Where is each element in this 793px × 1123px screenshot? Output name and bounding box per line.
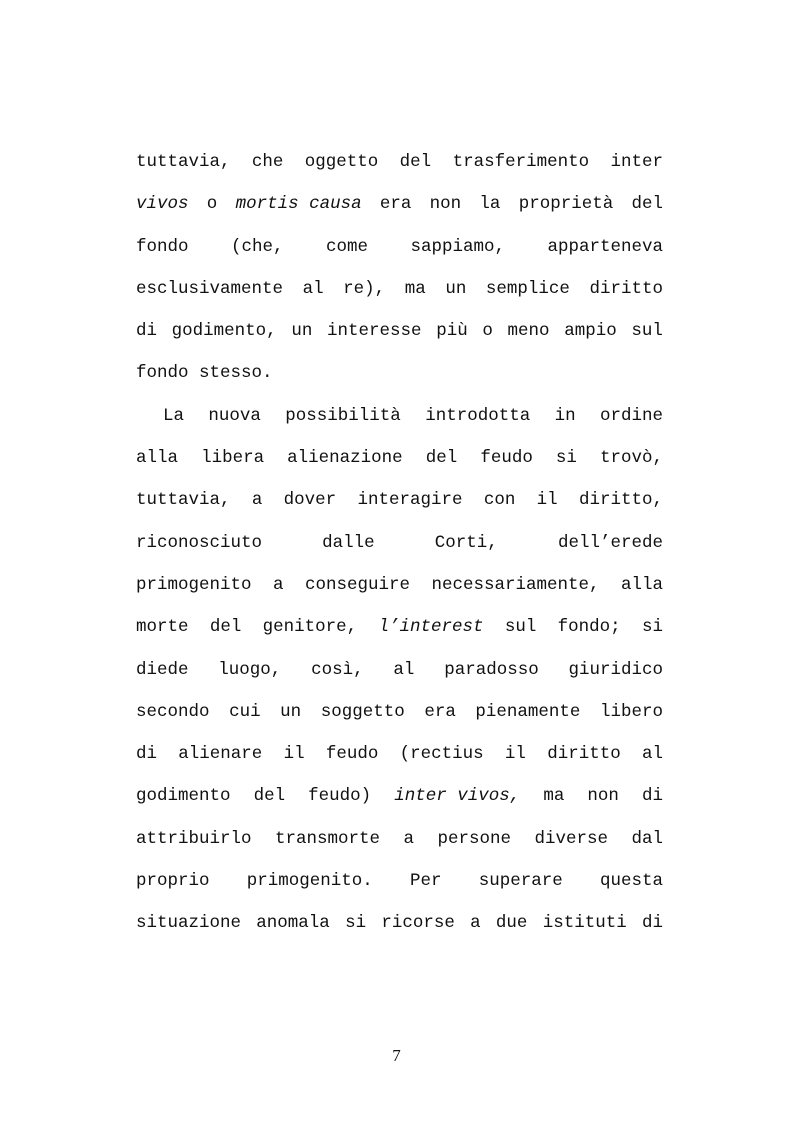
text-line (136, 310, 663, 352)
word: del (253, 786, 286, 807)
word: dell’erede (557, 532, 663, 553)
word: o (482, 321, 493, 342)
word: di (136, 321, 158, 342)
word: in (554, 405, 576, 426)
word: tuttavia, (136, 490, 231, 511)
page-number: 7 (392, 1046, 401, 1065)
word: di (641, 786, 663, 807)
word: paradosso (444, 659, 539, 680)
text-line (136, 649, 663, 691)
italic-word: l’interest (378, 617, 484, 638)
word: ma (404, 278, 426, 299)
word: diede (136, 659, 189, 680)
word: soggetto (320, 701, 405, 722)
text-line (136, 860, 663, 902)
word: godimento, (171, 321, 277, 342)
word: apparteneva (547, 236, 663, 257)
word: alla (620, 574, 663, 595)
word: secondo (136, 701, 210, 722)
word: dal (631, 828, 663, 849)
text-line (136, 268, 663, 310)
word: dover (283, 490, 337, 511)
word: oggetto (304, 152, 379, 172)
text-line (136, 522, 663, 564)
word: attribuirlo (136, 828, 252, 849)
word: proprietà (518, 194, 614, 215)
word: così, (311, 659, 364, 680)
text-line (136, 691, 663, 733)
word: ma (543, 786, 565, 807)
word: o (206, 194, 218, 215)
word: trovò, (599, 448, 663, 469)
word: genitore, (262, 617, 358, 638)
word: nuova (208, 405, 261, 426)
word: al (641, 744, 663, 765)
word: al (302, 278, 324, 299)
word: questa (599, 871, 663, 892)
word: un (291, 321, 313, 342)
text-line (136, 437, 663, 479)
word: sul (631, 321, 663, 342)
word: primogenito. (246, 871, 373, 892)
word: la (479, 194, 501, 215)
word: si (641, 617, 663, 638)
word: conseguire (304, 574, 411, 595)
word: luogo, (218, 659, 282, 680)
word: al (393, 659, 415, 680)
word: La (163, 405, 185, 426)
word: diritto (589, 278, 663, 299)
word: primogenito (136, 574, 252, 595)
word: diverse (534, 828, 608, 849)
word: diritto, (578, 490, 663, 511)
word: del (425, 448, 458, 469)
italic-word: inter vivos, (394, 786, 521, 807)
word: con (483, 490, 516, 511)
word: interagire (357, 490, 463, 511)
word: del (631, 194, 663, 215)
word: necessariamente, (431, 574, 600, 595)
word: si (555, 448, 577, 469)
word: tuttavia, (136, 152, 231, 172)
text-line (136, 226, 663, 268)
text-line (136, 479, 663, 521)
text-line (136, 183, 663, 225)
word: persone (437, 828, 511, 849)
word: inter (610, 152, 663, 172)
word: situazione (136, 913, 242, 934)
word: cui (229, 701, 261, 722)
word: meno (507, 321, 550, 342)
word: il (504, 744, 526, 765)
word: non (429, 194, 462, 215)
word: il (536, 490, 558, 511)
word: sul (504, 617, 537, 638)
word: istituti (542, 913, 627, 934)
word: godimento (136, 786, 231, 807)
word: anomala (256, 913, 330, 934)
text-line (136, 733, 663, 775)
word: del (209, 617, 242, 638)
word: un (280, 701, 302, 722)
word: sappiamo, (410, 236, 505, 257)
word: come (325, 236, 368, 257)
word: a (273, 574, 284, 595)
italic-word: mortis causa (235, 194, 362, 215)
word: non (587, 786, 619, 807)
text-line (136, 902, 663, 944)
word: diritto (547, 744, 621, 765)
word: feudo) (308, 786, 372, 807)
word: alienazione (287, 448, 403, 469)
word: fondo; (557, 617, 621, 638)
word: alla (136, 448, 179, 469)
word: era (379, 194, 412, 215)
word: riconosciuto (136, 532, 263, 553)
word: trasferimento (452, 152, 590, 172)
word: proprio (136, 871, 210, 892)
word: superare (478, 871, 563, 892)
word: giuridico (568, 659, 663, 680)
word: (che, (230, 236, 284, 257)
word: il (283, 744, 305, 765)
word: ordine (599, 405, 663, 426)
word: si (345, 913, 367, 934)
word: un (445, 278, 467, 299)
word: feudo (480, 448, 533, 469)
word: a (470, 913, 481, 934)
word: introdotta (425, 405, 531, 426)
text-line (136, 395, 663, 437)
word: di (136, 744, 158, 765)
word: libera (201, 448, 265, 469)
word: morte (136, 617, 189, 638)
word: era (424, 701, 456, 722)
word: ricorse (381, 913, 455, 934)
word: esclusivamente (136, 278, 284, 299)
word: libero (599, 701, 663, 722)
word: due (495, 913, 528, 934)
word: stesso. (199, 363, 273, 384)
word: Corti, (434, 532, 498, 553)
word: (rectius (399, 744, 484, 765)
text-line (136, 352, 663, 394)
text-line (136, 141, 663, 183)
word: fondo (136, 236, 189, 257)
word: di (641, 913, 663, 934)
text-line (136, 564, 663, 606)
word: del (399, 152, 432, 172)
word: a (251, 490, 263, 511)
word: a (403, 828, 415, 849)
word: fondo (136, 363, 189, 384)
body-text (136, 141, 663, 945)
word: interesse (327, 321, 422, 342)
text-line (136, 775, 663, 817)
word: transmorte (275, 828, 381, 849)
word: possibilità (285, 405, 401, 426)
italic-word: vivos (136, 194, 189, 215)
text-line (136, 606, 663, 648)
word: Per (409, 871, 442, 892)
word: alienare (178, 744, 263, 765)
word: più (436, 321, 468, 342)
word: pienamente (475, 701, 581, 722)
word: feudo (325, 744, 379, 765)
word: che (251, 152, 284, 172)
word: semplice (485, 278, 570, 299)
word: re), (343, 278, 386, 299)
text-line (136, 818, 663, 860)
word: ampio (564, 321, 617, 342)
word: dalle (322, 532, 375, 553)
